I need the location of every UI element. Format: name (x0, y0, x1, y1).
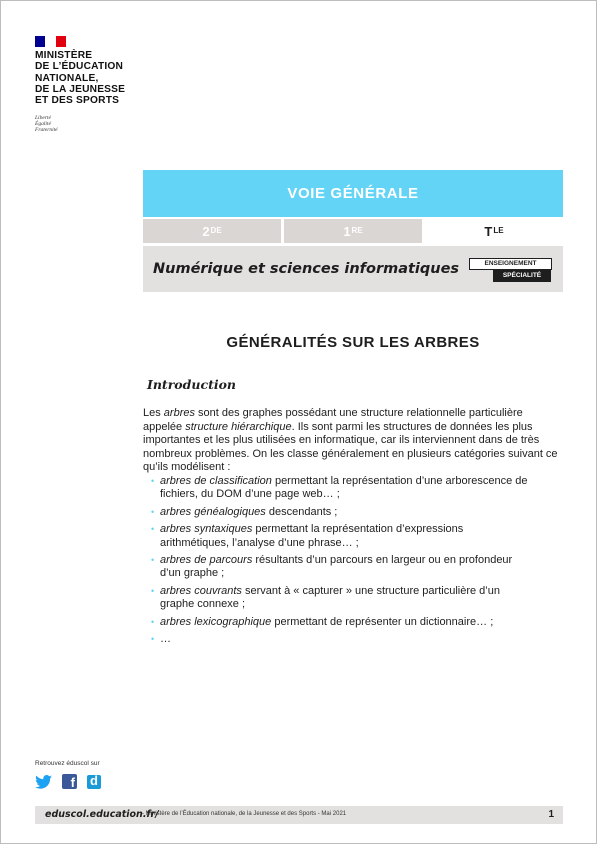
level-suffix: DE (210, 225, 222, 235)
footer-bar (35, 806, 563, 824)
ministry-name (35, 50, 125, 106)
level-tabs (143, 219, 563, 243)
list-item (151, 633, 531, 646)
level-tab-terminale (425, 219, 563, 243)
level-tab-seconde (143, 219, 281, 243)
voie-banner: VOIE GÉNÉRALE (143, 170, 563, 217)
category-desc: permettant la représentation d’expressions arithmétiques, l’analyse d’une phrase… ; (160, 523, 464, 549)
french-flag-icon (35, 36, 66, 47)
category-term: arbres de parcours (160, 554, 253, 567)
page-number: 1 (548, 809, 554, 820)
category-desc: résultants d’un parcours en largeur ou en profondeur d’un graphe ; (160, 554, 513, 580)
category-term: arbres lexicographique (160, 615, 272, 628)
level-tab-premiere (284, 219, 422, 243)
social-links (35, 774, 101, 789)
ministry-line: DE L’ÉDUCATION (35, 61, 124, 73)
level-label: T (484, 223, 493, 239)
list-item (151, 506, 531, 519)
category-desc: descendants ; (265, 505, 338, 518)
motto-line: Égalité (35, 121, 51, 128)
section-heading: Introduction (147, 377, 237, 392)
follow-label: Retrouvez éduscol sur (35, 760, 100, 767)
motto-line: Fraternité (35, 127, 58, 134)
intro-text: Les (143, 407, 164, 419)
enseignement-badge: ENSEIGNEMENT (469, 258, 552, 270)
intro-paragraph (143, 407, 563, 475)
level-suffix: RE (351, 225, 363, 235)
specialite-badge: SPÉCIALITÉ (493, 270, 551, 282)
category-desc: servant à « capturer » une structure particulière d’un graphe connexe ; (160, 584, 500, 611)
category-term: arbres syntaxiques (160, 523, 253, 536)
list-item (151, 554, 531, 580)
subject-title: Numérique et sciences informatiques (153, 261, 460, 277)
list-item (151, 475, 531, 501)
level-label: 2 (202, 223, 210, 239)
list-item (151, 523, 531, 549)
facebook-icon[interactable]: f (62, 774, 77, 789)
list-item (151, 585, 531, 611)
intro-text: . Ils sont parmi les structures de données les plus importantes et les plus utilisées en informatique, car ils interviennent dans de très nombreux problèmes. On les classe généralement en plusieurs catégories suivant ce qu’ils modélisent : (143, 420, 558, 474)
document-title: GÉNÉRALITÉS SUR LES ARBRES (226, 334, 480, 351)
republic-motto (35, 115, 58, 134)
dailymotion-icon[interactable] (87, 775, 101, 789)
category-term: arbres généalogiques (160, 505, 266, 518)
category-term: arbres de classification (160, 475, 272, 487)
list-item (151, 616, 531, 629)
intro-term: arbres (163, 407, 195, 419)
category-desc: … (160, 633, 171, 646)
category-desc: permettant de représenter un dictionnaire… ; (271, 615, 494, 628)
ministry-line: DE LA JEUNESSE (35, 83, 126, 95)
site-link[interactable]: eduscol.education.fr/ (45, 809, 159, 820)
twitter-icon[interactable] (35, 775, 52, 789)
intro-text: sont des graphes possédant une structure relationnelle particulière appelée (143, 407, 523, 433)
intro-term: structure hiérarchique (185, 420, 292, 433)
motto-line: Liberté (35, 115, 51, 121)
ministry-line: NATIONALE, (35, 72, 99, 84)
footer-text: - Ministère de l’Éducation nationale, de la Jeunesse et des Sports - Mai 2021 (142, 811, 347, 817)
level-suffix: LE (493, 225, 504, 235)
subject-banner (143, 246, 563, 292)
category-term: arbres couvrants (160, 584, 242, 597)
category-desc: permettant la représentation d’une arborescence de fichiers, du DOM d’une page web… ; (160, 475, 528, 501)
ministry-line: MINISTÈRE (35, 50, 93, 61)
level-label: 1 (343, 223, 351, 239)
tree-categories-list (151, 475, 531, 651)
ministry-line: ET DES SPORTS (35, 95, 120, 107)
